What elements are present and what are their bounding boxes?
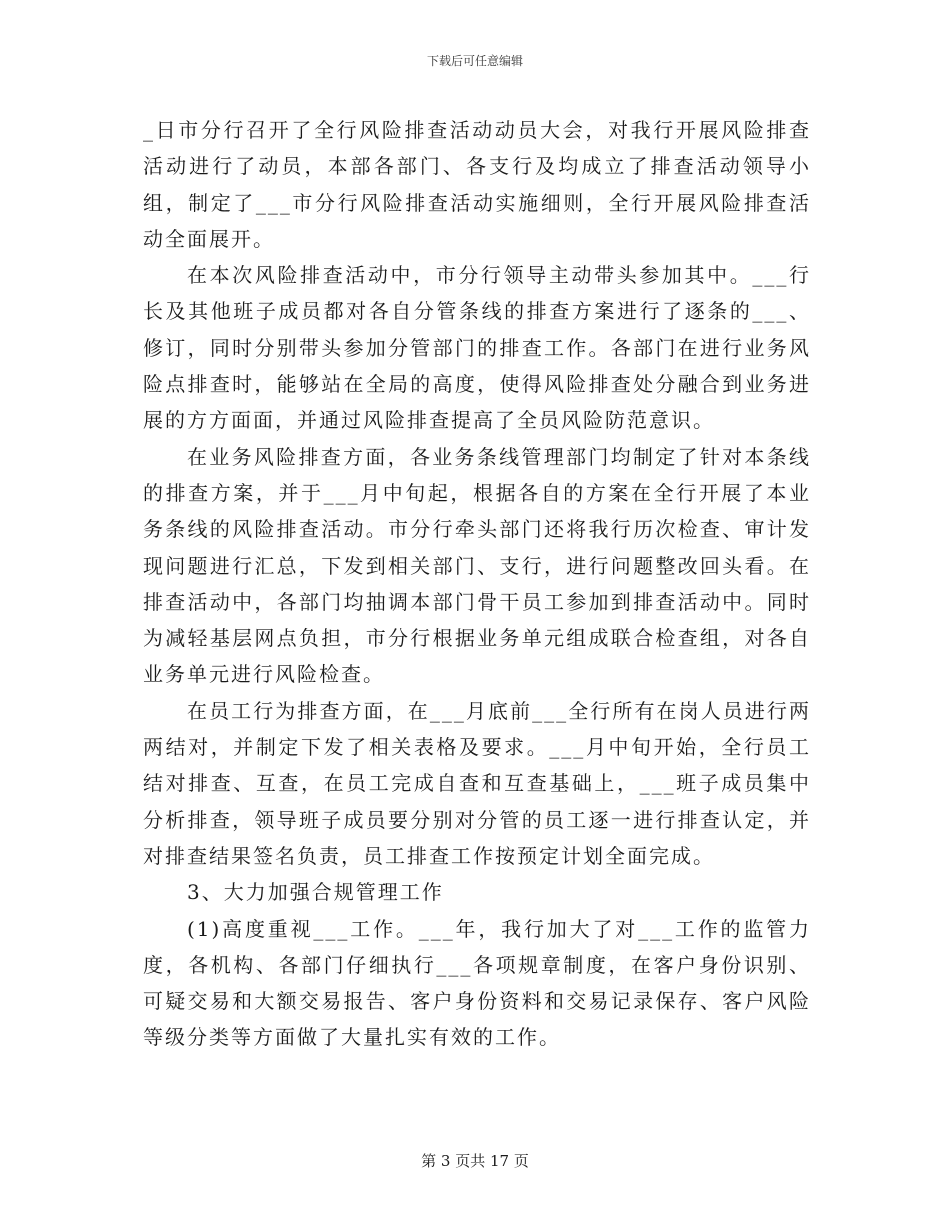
page-number: 第 3 页共 17 页 xyxy=(421,1152,529,1170)
paragraph-3: 在业务风险排查方面，各业务条线管理部门均制定了针对本条线的排查方案，并于___月中旬起，根据各自的方案在全行开展了本业务条线的风险排查活动。市分行牵头部门还将我行历次检查、审计发现问题进行汇总，下发到相关部门、支行，进行问题整改回头看。在排查活动中，各部门均抽调本部门骨干员工参加到排查活动中。同时为减轻基层网点负担，市分行根据业务单元组成联合检查组，对各自业务单元进行风险检查。 xyxy=(143,444,811,687)
paragraph-4: 在员工行为排查方面，在___月底前___全行所有在岗人员进行两两结对，并制定下发了相关表格及要求。___月中旬开始，全行员工结对排查、互查，在员工完成自查和互查基础上，___班子成员集中分析排查，领导班子成员要分别对分管的员工逐一进行排查认定，并对排查结果签名负责，员工排查工作按预定计划全面完成。 xyxy=(143,698,811,868)
paragraph-2: 在本次风险排查活动中，市分行领导主动带头参加其中。___行长及其他班子成员都对各自分管条线的排查方案进行了逐条的___、修订，同时分别带头参加分管部门的排查工作。各部门在进行业务风险点排查时，能够站在全局的高度，使得风险排查处分融合到业务进展的方方面面，并通过风险排查提高了全员风险防范意识。 xyxy=(143,263,811,433)
section-heading: 3、大力加强合规管理工作 xyxy=(187,880,444,905)
page-header: 下载后可任意编辑 xyxy=(426,54,523,68)
document-body xyxy=(143,112,811,1056)
paragraph-1: _日市分行召开了全行风险排查活动动员大会，对我行开展风险排查活动进行了动员，本部各部门、各支行及均成立了排查活动领导小组，制定了___市分行风险排查活动实施细则，全行开展风险排查活动全面展开。 xyxy=(143,118,811,251)
paragraph-5: (1)高度重视___工作。___年，我行加大了对___工作的监管力度，各机构、各部门仔细执行___各项规章制度，在客户身份识别、可疑交易和大额交易报告、客户身份资料和交易记录保存、客户风险等级分类等方面做了大量扎实有效的工作。 xyxy=(143,916,811,1050)
